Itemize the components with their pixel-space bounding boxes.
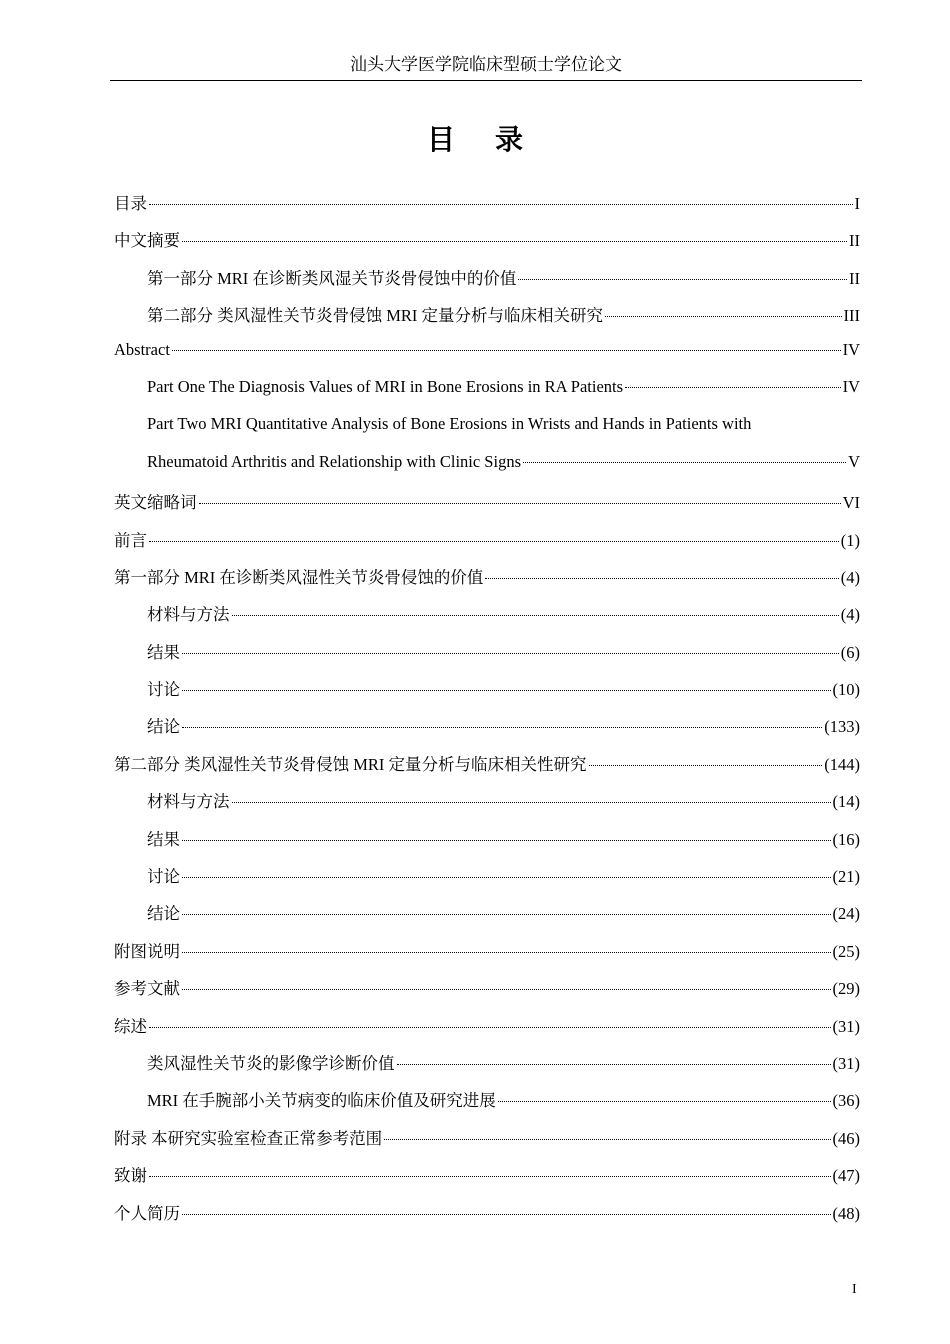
- toc-entry-page: (31): [832, 1053, 860, 1073]
- toc-entry-label: 前言: [114, 530, 147, 550]
- toc-entry-page: VI: [842, 493, 860, 513]
- toc-entry[interactable]: [114, 340, 860, 377]
- toc-entry[interactable]: [114, 788, 860, 825]
- toc-entry[interactable]: [114, 564, 860, 601]
- toc-leader-dots: [605, 316, 841, 317]
- toc-entry-label: 结果: [147, 829, 180, 849]
- toc-leader-dots: [232, 802, 831, 803]
- toc-entry[interactable]: [114, 377, 860, 414]
- toc-entry-page: (4): [840, 605, 860, 625]
- toc-entry-label: 中文摘要: [114, 231, 180, 251]
- toc-entry-page: (10): [832, 680, 860, 700]
- toc-entry[interactable]: [114, 826, 860, 863]
- toc-entry-page: (29): [832, 979, 860, 999]
- toc-entry-page: IV: [842, 376, 860, 396]
- toc-entry-label: 综述: [114, 1016, 147, 1036]
- toc-entry-page: (14): [832, 792, 860, 812]
- toc-entry[interactable]: [114, 302, 860, 339]
- toc-entry[interactable]: [114, 1050, 860, 1087]
- toc-leader-dots: [182, 653, 839, 654]
- toc-entry-label: 类风湿性关节炎的影像学诊断价值: [147, 1053, 395, 1073]
- toc-entry-page: III: [843, 306, 860, 326]
- toc-entry-page: V: [848, 451, 860, 471]
- toc-entry-label: 附录 本研究实验室检查正常参考范围: [114, 1128, 383, 1148]
- toc-entry[interactable]: [114, 639, 860, 676]
- toc-entry-label: 第二部分 类风湿性关节炎骨侵蚀 MRI 定量分析与临床相关性研究: [114, 754, 587, 774]
- toc-entry-page: II: [849, 231, 860, 251]
- toc-entry-label: 目录: [114, 194, 147, 213]
- toc-entry-page: (6): [840, 642, 860, 662]
- page-title: 目录: [426, 123, 563, 156]
- toc-entry-label: 个人简历: [114, 1203, 180, 1223]
- toc-entry-label: 结论: [147, 717, 180, 737]
- toc-entry[interactable]: [114, 527, 860, 564]
- toc-entry[interactable]: [114, 1162, 860, 1199]
- toc-leader-dots: [498, 1101, 831, 1102]
- toc-leader-dots: [182, 914, 831, 915]
- toc-entry-label: MRI 在手腕部小关节病变的临床价值及研究进展: [147, 1091, 496, 1111]
- toc-entry-page: (21): [832, 867, 860, 887]
- toc-entry-label: 讨论: [147, 680, 180, 700]
- toc-leader-dots: [589, 765, 823, 766]
- toc-entry[interactable]: [114, 713, 860, 750]
- toc-leader-dots: [518, 279, 847, 280]
- toc-leader-dots: [625, 387, 841, 388]
- toc-entry[interactable]: [114, 1013, 860, 1050]
- table-of-contents: [114, 190, 860, 1237]
- running-header: 汕头大学医学院临床型硕士学位论文: [350, 55, 622, 75]
- toc-entry-page: (4): [840, 567, 860, 587]
- toc-entry[interactable]: [114, 489, 860, 526]
- toc-leader-dots: [182, 690, 831, 691]
- toc-leader-dots: [182, 989, 831, 990]
- toc-entry-page: IV: [842, 339, 860, 359]
- toc-entry-page: (46): [832, 1128, 860, 1148]
- toc-leader-dots: [182, 727, 822, 728]
- toc-entry[interactable]: [114, 751, 860, 788]
- toc-leader-dots: [182, 877, 831, 878]
- toc-entry-label: 致谢: [114, 1166, 147, 1186]
- toc-leader-dots: [232, 615, 839, 616]
- toc-entry-label: 第一部分 MRI 在诊断类风湿关节炎骨侵蚀中的价值: [147, 268, 517, 288]
- toc-entry[interactable]: [114, 1125, 860, 1162]
- toc-entry-page: (25): [832, 941, 860, 961]
- toc-entry[interactable]: [114, 452, 860, 489]
- toc-leader-dots: [397, 1064, 831, 1065]
- toc-leader-dots: [149, 204, 853, 205]
- toc-leader-dots: [523, 462, 846, 463]
- toc-entry-label: Part One The Diagnosis Values of MRI in Bone Erosions in RA Patients: [147, 376, 624, 396]
- toc-entry-label: Abstract: [114, 339, 170, 359]
- toc-leader-dots: [485, 578, 838, 579]
- toc-entry-page: I: [854, 194, 860, 213]
- toc-entry[interactable]: [114, 601, 860, 638]
- toc-entry-page: (48): [832, 1203, 860, 1223]
- toc-entry[interactable]: [114, 265, 860, 302]
- toc-entry-page: (47): [832, 1166, 860, 1186]
- toc-entry-label: 讨论: [147, 867, 180, 887]
- toc-leader-dots: [149, 541, 839, 542]
- toc-entry-page: II: [849, 268, 860, 288]
- toc-entry[interactable]: [114, 1200, 860, 1237]
- toc-entry[interactable]: [114, 414, 860, 451]
- toc-entry[interactable]: [114, 975, 860, 1012]
- toc-entry[interactable]: [114, 190, 860, 227]
- toc-entry-page: (133): [824, 717, 860, 737]
- toc-entry[interactable]: [114, 227, 860, 264]
- toc-entry[interactable]: [114, 676, 860, 713]
- toc-entry-page: (144): [824, 754, 860, 774]
- toc-leader-dots: [384, 1139, 830, 1140]
- page-number: I: [852, 1282, 857, 1297]
- toc-leader-dots: [172, 350, 841, 351]
- toc-entry-label: 结果: [147, 642, 180, 662]
- toc-leader-dots: [182, 952, 831, 953]
- toc-leader-dots: [149, 1027, 831, 1028]
- toc-entry-label: 参考文献: [114, 979, 180, 999]
- toc-entry-label: 英文缩略词: [114, 493, 197, 513]
- toc-leader-dots: [149, 1176, 831, 1177]
- toc-leader-dots: [182, 840, 831, 841]
- toc-leader-dots: [182, 241, 847, 242]
- toc-entry[interactable]: [114, 900, 860, 937]
- toc-entry[interactable]: [114, 1087, 860, 1124]
- toc-entry-label: Rheumatoid Arthritis and Relationship with Clinic Signs: [147, 451, 521, 471]
- toc-entry-page: (36): [832, 1091, 860, 1111]
- toc-entry[interactable]: [114, 863, 860, 900]
- toc-entry-label: 附图说明: [114, 941, 180, 961]
- toc-entry-label: 材料与方法: [147, 605, 230, 625]
- toc-entry-page: (24): [832, 904, 860, 924]
- toc-entry-label: 第二部分 类风湿性关节炎骨侵蚀 MRI 定量分析与临床相关研究: [147, 306, 604, 326]
- header-rule: [110, 80, 862, 81]
- toc-entry-page: (31): [832, 1016, 860, 1036]
- toc-entry-label: 材料与方法: [147, 792, 230, 812]
- toc-entry[interactable]: [114, 938, 860, 975]
- toc-entry-label: 第一部分 MRI 在诊断类风湿性关节炎骨侵蚀的价值: [114, 567, 484, 587]
- toc-entry-label: Part Two MRI Quantitative Analysis of Bone Erosions in Wrists and Hands in Patients with: [147, 414, 752, 434]
- toc-leader-dots: [199, 503, 841, 504]
- toc-leader-dots: [182, 1214, 831, 1215]
- toc-entry-page: (16): [832, 829, 860, 849]
- toc-entry-page: (1): [840, 530, 860, 550]
- toc-entry-label: 结论: [147, 904, 180, 924]
